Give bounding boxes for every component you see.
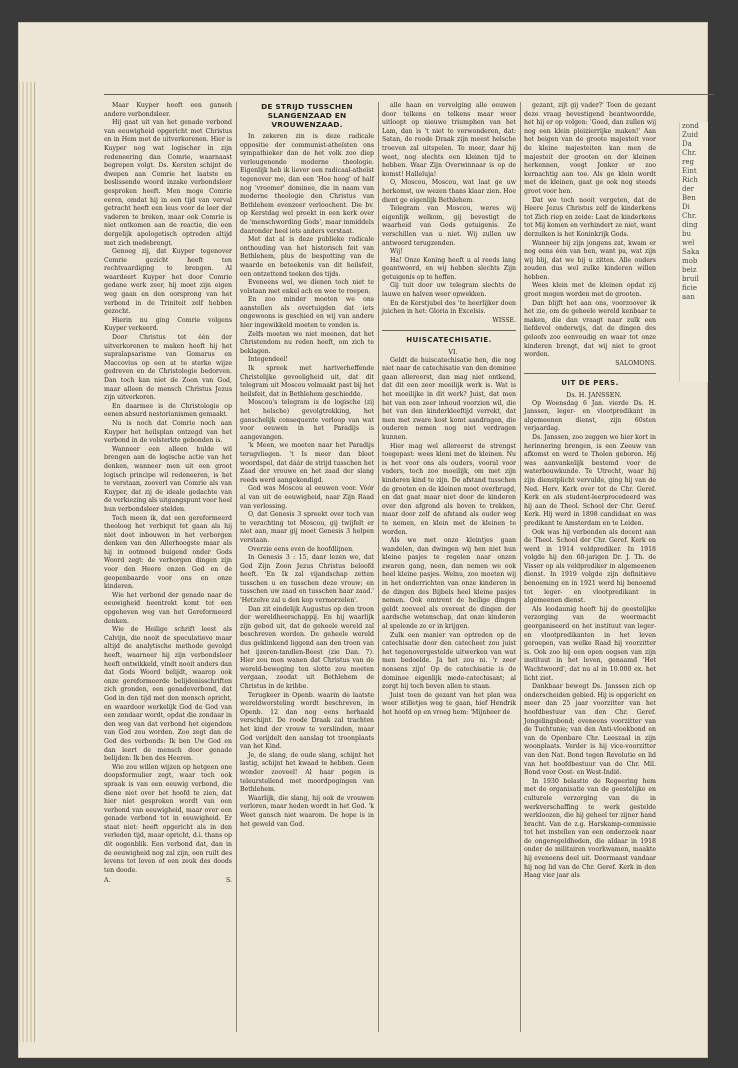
- paragraph: En de Kerstjubel des 'te heerlijker doen juichen in het: Gloria in Excelsis.: [382, 299, 516, 316]
- top-rule: [104, 94, 714, 95]
- paragraph: In 1930 belastte de Regeering hem met de organisatie van de geestelijke en culturele verzorging van de in werkverschaffing te werk gestelde werkloozen, die hij geheel ter zijner hand bracht. Van de z.g. Harskamp-commissie tot het instellen van een onderzoek naar de ongeregeldheden, die aldaar in 1918 onder de militairen voorkwamen, maakte hij eveneens deel uit. Doormaast vandaar hij nog lid van de Chr. Geref. Kerk in den Haag vier jaar als: [524, 777, 656, 880]
- paragraph: Wees klein met de kleinen opdat zij groot mogen worden met de grooten.: [524, 282, 656, 299]
- paragraph: Wie het verbond der genade naar de eeuwigheid heentrekt komt tot een opgeheven weg van het Gereformeerd denken.: [104, 591, 232, 625]
- fragment-line: der: [682, 185, 694, 193]
- adjacent-page-fragment: [679, 122, 708, 382]
- paragraph: In zekeren zin is deze radicale oppositie der communist-atheïsten ons sympathieker dan de het volk zoo diep verleugenende moderne theologie. Eigenlijk heb ik liever een radicaal-atheïst tegenover me, dan een 'Hoe hoog' of half nog 'vroomer' dominee, die in naam van moderne theologie den Christus van Bethlehem evenzeer verloochent. Die bv. op Kerstdag wel preekt in een kerk over de 'menschwording Gods', maar inmiddels daaronder heel iets anders verstaat.: [240, 133, 374, 235]
- article-title: DE STRIJD TUSSCHEN SLANGENZAAD EN VROUWENZAAD.: [261, 102, 353, 129]
- fragment-line: beiz: [682, 266, 697, 274]
- column-3-body: [382, 102, 516, 317]
- paragraph: Telegram van Moscou, weres wij eigenlijk welkom, gij bevestigt de waarheid van Gods getuigenis. Ze verschillen van u niet. Wij zullen uw antwoord terugzenden.: [382, 205, 516, 247]
- fragment-line: Da: [682, 140, 692, 148]
- paragraph: Als we met onze kleintjes gaan wandelen, dan dwingen wij hen niet hun kleine pasjes te regelen naar onzen zwaren gang, neen, dan nemen we ook heel kleine pasjes. Welnu, zoo moeten wij in het onderrichten van onze kinderen in de dingen des Bijbels heel kleine pasjes nemen. Ook omtrent de heilige dingen geldt zooveel als overeat de dingen der aardsche wetenschap, dat onze kinderen al spelende ze er in krijgen.: [382, 537, 516, 631]
- column-divider: [378, 102, 379, 1032]
- signature-right: S.: [226, 877, 232, 885]
- section-title: HUISCATECHISATIE.: [406, 336, 492, 345]
- paragraph: Hij gaat uit van het genade verbond van eeuwigheid opgericht met Christus en in Hem met de uitverkorenen. Hier is Kuyper nog wat logischer in zijn redeneering dan Comrie, waarnaast begrepen volgt. Ds. Kersten schijnt de dwepen aan Comrie het laatste en beslissende woord inzake verbondsleer gesproken heeft. Men moge Comrie eeren, omdat hij in een tijd van verval getracht heeft een leus voor de leer der vaderen te breken, maar ook Comrie is niet ontkomen aan de reactie, die een dergelijk apologetisch optreden altijd met zich medebrengt.: [104, 119, 232, 247]
- paragraph: Nu is noch dat Comrie noch aan Kuyper het heilsplan ontzegd van het verbond in de volsterkte gebonden is.: [104, 419, 232, 445]
- fragment-line: Chr.: [682, 149, 697, 157]
- paragraph: Overzie eens even de hoofdlijnen.: [248, 545, 355, 553]
- column-3-body-2: [382, 357, 516, 718]
- paragraph: alle haan en vervolging alle eeuwen door telkens en telkens maar weer uitloopt op nieuwe triumphen van het Lam, dan is 't niet te verwonderen, dat: Satan, de roode Draak zijn meest helsche troeven zal uitspelen. Te meer, daar hij weet, nog slechts een kleinen tijd te hebben. Waar Zijn Overwinnaar is op de komst! Halleluja!: [382, 102, 516, 178]
- paragraph: Hier mag wel allereerst de strengst toegepast: wees kleni met de kleinen. Nu is het voor ons als ouders, vooral voor vaders, toch zoo moeilijk, om met zijn kinderen kind te zijn. De afstand tusschen de grooten en de kleinen moet overbrugd, en dat gaat maar niet door de kinderen over den afgrond als boven te trekken, maar door zelf de afstand als ouder weg te nemen, en klein met de kleinen te worden.: [382, 442, 516, 536]
- section-rule: [524, 373, 656, 374]
- paragraph: Als loodaunig heeft hij de geestelijke verzorging van de weermacht georganiseerd en het instituut van leger- en vlootpredikanten in het leven geroepen, van welke Raad hij voorzitter is. Ook zoo hij een open oogsen van zijn instituut in het leven, genaamd 'Het Wachtwoord', dat nu al in 10.000 ex. het licht ziet.: [524, 605, 656, 682]
- fragment-line: wel: [682, 239, 695, 247]
- paragraph: Wie de Heilige schrift leest als Calvijn, die nooit de speculatieve maar altijd de analytische methode gevolgd heeft, waarneer hij zijn verbondsleer heeft ontwikkeld, vindt nooit anders dan dat Gods Woord belijdt, waarop ook onze gereformeerde belijdenisschriften zich gronden, een genadeverbond, dat God in den tijd met den mensch opricht, en waardoor werkelijk God de God van een zondaar wordt, opdat die zondaar in den weg van dat verbond het eigendom van God zou worden. Zoo zegt dan de God des verbonds: Ik ben Uw God en dan leert de mensch door genade belijden: Ik ben des Heeren.: [104, 626, 232, 763]
- fragment-line: reg: [682, 158, 694, 166]
- paragraph: O, Moscou, Moscou, wat laat ge uw herkomst, uw wezen thans klaar zien. Hoe dient ge eigenlijk Bethlehem.: [382, 179, 516, 204]
- section-number: VI.: [448, 348, 458, 357]
- fragment-line: bruil: [682, 275, 699, 283]
- paragraph: Ha! Onze Koning heeft u al reeds lang geantwoord, en wij hebben slechts Zijn getuigenis op te heffen.: [382, 256, 516, 281]
- signature-row: [104, 877, 232, 886]
- paragraph: Ds. Janssen, zoo zeggen we hier kort in herinnering brengen, is een Zeeuw van afkomst en werd te Tholen geboren. Hij was aanvankelijk bestemd voor de waterbouwkunde. Te Utrecht, waar hij zijn dienstplicht vervulde, ging hij van de Ned. Herv. Kerk over tot de Chr. Geref. Kerk en als student-leerprocedeerd was hij aan de Theol. School der Chr. Geref. Kerk. Hij werd in 1898 candidaat en was predikant te Amsterdam en te Leiden.: [524, 433, 656, 527]
- paragraph: Gij tuit door uw telegram slechts de lauwe en halven weer opwekken.: [382, 282, 516, 299]
- paragraph: Wanneer een alleen hulde wil brengen aan de logische actie van het denken, wanneer men uit een groot logisch principe wil redeneeren, is het te verstaan, zooverl van Comrie als van Kuyper, dat zij de ideale gedachte van de verkiezing als uitgangspunt voor heel hun verbondsleer stelden.: [104, 445, 232, 513]
- paragraph: Je, de slang, de oude slang, schijnt het lastig, schijnt het kwaad te hebben. Geen wonder zooveel! Al haar pogen is teleurstellend met moordpogingen van Bethlehem.: [240, 751, 374, 794]
- paragraph: Eveneens wel, we dienen toch niet te volstaan met enkel ach en wee te roepen.: [240, 279, 374, 295]
- paragraph: Dan blijft het aan ons, voorzoover ik het zie, om de geheele wereld kenbaar te maken, die dan vraagt naar zulk een liefdevol onderwijs, dat de dingen des geloofs zoo eenvoudig en waar tot onze kinderen brengt, dat wij niet te groot worden.: [524, 299, 656, 359]
- paragraph: Integendeel!: [248, 356, 288, 364]
- paragraph: Genoeg zij, dat Kuyper tegenover Comrie gezicht heeft ten rechtvaardiging te brengen. Al waardeert Kuyper het door Comrie gedane werk zeer, hij moet zijn eigen weg gaan en den oorsprong van het verbond in de Triniteit zelf hebben gezocht.: [104, 248, 232, 316]
- paragraph: Door Christus tot één der uitverkorenen te maken heeft hij het supralapsarisme van Gomarus en Maccovius op een at te sterke wijze gedreven en de Christologie bedorven. Dan toch kan niet de Zoon van God, maar alleen de mensch Christus Jezus zijn uitverkoren.: [104, 334, 232, 402]
- column-divider: [236, 102, 237, 1032]
- column-4-body: [524, 102, 656, 360]
- newspaper-page: [18, 22, 708, 1058]
- paragraph: Moscou's telegram is de logische (zij het helsche) gevolgtrekking, het ganschelijk consequente verloop van wat voor eeuwen in het Paradijs is aangevangen.: [240, 399, 374, 441]
- fragment-line: aan: [682, 293, 695, 301]
- fragment-line: Chr.: [682, 212, 697, 220]
- paragraph: Zelfs moeten we niet meenen, dat het Christendom nu reden heeft, om zich te beklagen.: [240, 330, 374, 355]
- fragment-line: Ben: [682, 194, 696, 202]
- paragraph: O, dat Genesis 3 spreekt over toch van te verachting tot Moscou, gij twijfelt er niet aan, maar gij moet Genesis 3 helpen verstaan.: [240, 511, 374, 544]
- paragraph: Wanneer bij zijn jongens zat, kwam er nog eens één van hen, want pa, wat zijn wij blij, dat we bij u zitten. Alle ouders zouden dus wel zulke kinderen willen hebben.: [524, 239, 656, 281]
- fragment-line: Saka: [682, 248, 700, 256]
- fragment-line: mob: [682, 257, 698, 265]
- column-2-body: [240, 133, 374, 829]
- column-1: [104, 102, 232, 888]
- page-stack-edge: [18, 82, 35, 1042]
- fragment-line: Di: [682, 203, 690, 211]
- section-title: UIT DE PERS.: [561, 379, 619, 388]
- paragraph: Zulk een manier van optreden op de catechisatie door den catecheet zou juist het tegenovergestelde uitwerken van wat men bedoelde. Ja het zou ni. 'r zeer nonsens zijn! Op de catechisatie is de dominee eigenlijk mede-catechisant; al zorgt hij toch boven allen te staan.: [382, 631, 516, 691]
- section-subtitle: Ds. H. JANSSEN.: [566, 391, 622, 399]
- paragraph: Met dat al is deze publieke radicale onthouding van het historisch feit van Bethlehem, plus de bespotting van de waarde en beteekenis van dit heilsfeit, een ontzettend teeken des tijds.: [240, 236, 374, 278]
- paragraph: En zoo minder moeten we ons aanstellen als overtuigden dat iets ongewoons is geschied en wij van andere hier ingewikkeld moeten te vonden is.: [240, 296, 374, 330]
- fragment-line: bu: [682, 230, 691, 238]
- column-divider: [520, 102, 521, 1032]
- paragraph: Op Woensdag 6 Jan. vierde Ds. H. Janssen, leger- en vlootpredikant in algemeenen dienst, zijn 60sten verjaardag.: [524, 399, 656, 433]
- paragraph: Wie zou willen wijzen op hetgeen one doopsformulier zegt, waar toch ook spraak is van een eeuwig verbond, die diene niet over het hoofd te zien, dat hier niet gesproken wordt van een verbond van eeuwigheid, maar over een genade verbond tot in eeuwigheid. Er staat niet: heeft opgericht als in den verleden tijd, maar opricht, d.i. thans op dit oogenblik. Een verbond dat, dan in de eeuwigheid nog zal zijn, een ruilt des levens tot leven of een zeuk des doods ten doode.: [104, 763, 232, 874]
- column-1-body: [104, 102, 232, 875]
- paragraph: In Genesis 3 : 15, daar lezen we, dat God Zijn Zoon Jezus Christus beloofd heeft. 'En Ik zal vijandschap zetten tusschen u en tusschen deze vrouw; en tusschen uw zaad en tusschen haar zaad.' 'Hetzelve zal u den kop vermorzelen'.: [240, 554, 374, 605]
- paragraph: Waarlijk, die slang, hij ook de vrouwen verloren, maar heden wordt in het God. 'k Weet gansch niet waarom. De hope is in het geweld van God.: [240, 794, 374, 828]
- fragment-line: ding: [682, 221, 698, 229]
- column-4-body-2: [524, 400, 656, 881]
- fragment-line: ficie: [682, 284, 697, 292]
- paragraph: God was Moscou al eeuwen voor. Vóór al van uit de eeuwigheid, naar Zijn Raad van verlossing.: [240, 485, 374, 510]
- fragment-line: Eint: [682, 167, 697, 175]
- signature-left: A.: [104, 877, 111, 885]
- column-2: [240, 102, 374, 829]
- fragment-line: Rich: [682, 176, 698, 184]
- section-rule: [382, 330, 516, 331]
- paragraph: En daarmee is de Christologie op eenen absurd nestorianismen gemaakt.: [104, 402, 232, 419]
- paragraph: Dan zit eindelijk Augustus op den troon der wereldheerschappij. En hij waarlijk zijn gebod uit, dat de geheele wereld zal beschreven worden. De geheele wereld dus geklinkend liggend aan den troon van het ijzeren-tandlen-Beest (zie Dan. 7). Hier zou men wanen dat Christus van de wereld-beweging ten slotte zou moeten vergaan, zoodat uit Bethlehem de Christus in de kribbe.: [240, 605, 374, 690]
- paragraph: Juist toen de gezant van het plan was weer stilletjes weg te gaan, hief Hendrik het hoofd op en vroeg hem: 'Mijnheer de: [382, 691, 516, 716]
- fragment-line: zond: [682, 122, 699, 130]
- paragraph: Ik spreek met hartverheffende Christelijke gevoeligheid uit, dat dit telegram uit Moscou volmaakt past bij het heilsfeit, dat in Bethlehem geschiedde.: [240, 365, 374, 398]
- column-4: [524, 102, 656, 881]
- signature: WISSE.: [492, 316, 516, 324]
- paragraph: Geldt de huiscatechisatie hen, die nog niet naar de catechisatie van den dominee gaan allereerst, dan mag niet ontkend, dat dit een zeer moeilijk werk is. Wat is het moeilijke in dit werk? Juist, dat men het van een zeer inhoud voorzien wil, die het van den kinderkleeftijd verrekt, dat men met zware kost komt aandragen, die ouderen nemen nog niet verdragen kunnen.: [382, 356, 516, 441]
- paragraph: Dankbaar bewegt Ds. Janssen zich op onderscheiden gebied. Hij is opgericht en meer dan 25 jaar voorzitter van het hoofdbestuur van den Chr. Geref. Jongelingsbond; eveneens voorzitter van de Tuchtunie; van den Anti-vloekbond en van de Openbare Chr. Leeszaal in zijn woonplaats. Verder is hij vice-voorzitter van den Nat. Bond tegen Revolutie en lid van het hoofdbestuur van de Chr. Mil. Bond voor Oost- en West-Indië.: [524, 683, 656, 777]
- paragraph: Hierin nu ging Comrie volgens Kuyper verkeerd.: [104, 316, 232, 333]
- paragraph: Toch meen ik, dat een gereformeerd theoloog het verbiqut tet gaan als hij niet doet inbouwen in het verborgen denken van den Allerhoogste maar als hij in ootmoed buigend onder Gods Woord zegt: de verborgen dingen zijn voor den Heere onzen God en de geopenbaarde voor ons en onze kinderen.: [104, 514, 232, 591]
- fragment-line: Zuid: [682, 131, 699, 139]
- paragraph: Terugkeer in Openb. waarin de laatste wereldworsteling wordt beschreven, in Openb. 12 dan nog eens herhaald verschijnt. De roode Draak zal trachten het kind der vrouw te verslinden, maar God verijdelt den aanslag tot troonplaats van het Kind.: [240, 691, 374, 751]
- signature: SALOMONS.: [615, 359, 656, 367]
- paragraph: Wij!: [390, 248, 403, 256]
- column-3: [382, 102, 516, 718]
- paragraph: gezant, zijt gij vader?' Toen de gezant deze vraag bevestigend beantwoordde, het hij er op volgen: 'Goed, dan zullen wij nog een klein pleizierrijke maken!' Aan het beigen van de groote majesteit voor de kleine majesteiten kan men de majesteit der grooten en der kleinen herkennen, voegt Jonker er zoo kernachtig aan toe. Als ge klein wordt met de kleinen, gaat ge ook nog steeds groot voor hen.: [524, 102, 656, 195]
- paragraph: Maar Kuyper heeft een ganseh andere verbondsleer.: [104, 102, 232, 118]
- paragraph: Dat we toch nooit vergeten, dat de Heere Jezus Christus zelf de kinderkens tot Zich riep en zeide: Laat de kinderkens tot Mij komen en verhindert ze niet, want derzulken is het Koninkrijk Gods.: [524, 196, 656, 238]
- paragraph: Ook was hij verbonden als docent aan de Theol. School der Chr. Geref. Kerk en werd in 1914 veldprediker. In 1918 volgde hij den 60-jarigen Dr. J. Th. de Visser op als veldprediker in algemeenen dienst. In 1919 volgde zijn definitieve benoeming en in 1921 werd hij benoemd tot leger- en vlootpredikant in algemeenen dienst.: [524, 528, 656, 605]
- paragraph: 'k Meen, we moeten naar het Paradijs terugvliegen. 't Is meer dan bloot woordspel, dat dáár de strijd tusschen het Zaad der vrouwe en het zaad der slang reeds werd aangekondigd.: [240, 442, 374, 484]
